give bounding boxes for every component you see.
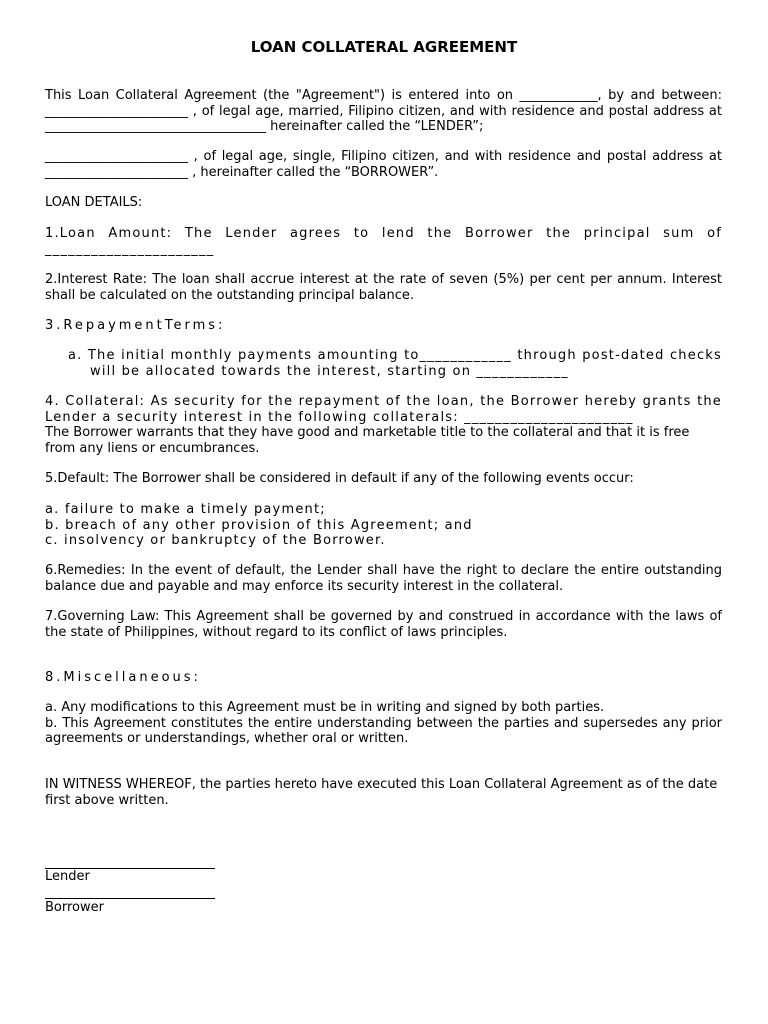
document-title: LOAN COLLATERAL AGREEMENT	[250, 38, 518, 56]
miscellaneous-heading: 8.Miscellaneous:	[45, 670, 201, 685]
list-item: b. breach of any other provision of this Agreement; and	[45, 517, 473, 533]
repayment-item-a: a. The initial monthly payments amounting to____________ through post-dated checks will be allocated towards the interest, starting on ____________	[68, 348, 722, 379]
collateral-warranty: The Borrower warrants that they have good and marketable title to the collateral and that it is free from any liens or encumbrances.	[45, 425, 690, 456]
loan-amount-clause: 1.Loan Amount: The Lender agrees to lend the Borrower the principal sum of ______________________	[45, 226, 722, 257]
remedies-clause: 6.Remedies: In the event of default, the Lender shall have the right to declare the entire outstanding balance due and payable and may enforce its security interest in the collateral.	[45, 563, 722, 594]
collateral-clause: 4. Collateral: As security for the repayment of the loan, the Borrower hereby grants the Lender a security interest in the following collaterals: ______________________	[45, 394, 722, 425]
borrower-signature-line	[45, 898, 215, 899]
borrower-clause: ______________________ , of legal age, single, Filipino citizen, and with residence and postal address at ______________________ , hereinafter called the “BORROWER”.	[45, 149, 722, 180]
lender-label: Lender	[45, 869, 90, 884]
intro-paragraph: This Loan Collateral Agreement (the "Agreement") is entered into on ____________, by and between: ______________________ , of legal age, married, Filipino citizen, and with residence and postal address at __________________________________ hereinafter called the “LENDER”;	[45, 88, 722, 134]
list-item: c. insolvency or bankruptcy of the Borrower.	[45, 533, 386, 548]
default-intro: 5.Default: The Borrower shall be considered in default if any of the following events occur:	[45, 471, 634, 486]
miscellaneous-items-list	[45, 700, 722, 747]
borrower-label: Borrower	[45, 900, 104, 915]
list-item: a. Any modifications to this Agreement must be in writing and signed by both parties.	[45, 700, 605, 715]
list-item: b. This Agreement constitutes the entire understanding between the parties and supersedes any prior agreements or understandings, whether oral or written.	[45, 715, 722, 746]
interest-rate-clause: 2.Interest Rate: The loan shall accrue interest at the rate of seven (5%) per cent per annum. Interest shall be calculated on the outstanding principal balance.	[45, 272, 722, 303]
loan-details-heading: LOAN DETAILS:	[45, 195, 143, 210]
default-items-list	[45, 502, 722, 549]
repayment-item-wrapper	[68, 348, 722, 379]
repayment-terms-heading: 3.RepaymentTerms:	[45, 318, 226, 333]
list-item: a. failure to make a timely payment;	[45, 502, 326, 517]
witness-clause: IN WITNESS WHEREOF, the parties hereto have executed this Loan Collateral Agreement as of the date first above written.	[45, 777, 718, 808]
governing-law-clause: 7.Governing Law: This Agreement shall be governed by and construed in accordance with the laws of the state of Philippines, without regard to its conflict of laws principles.	[45, 609, 722, 640]
